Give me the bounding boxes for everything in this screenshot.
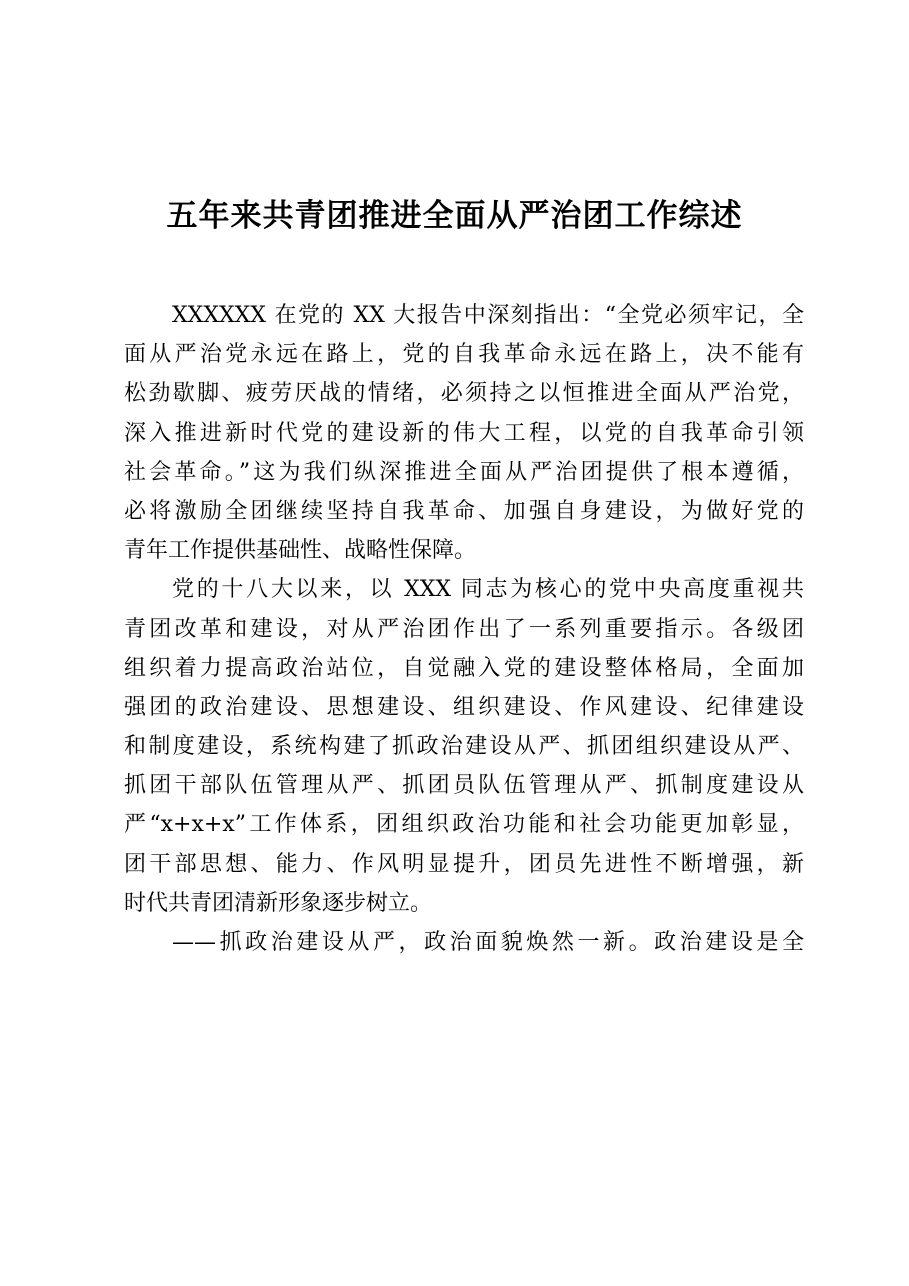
body-line: XXXXXX 在党的 XX 大报告中深刻指出：“全党必须牢记，全 bbox=[172, 303, 804, 328]
document-body bbox=[124, 296, 804, 962]
body-line: 抓团干部队伍管理从严、抓团员队伍管理从严、抓制度建设从 bbox=[124, 773, 804, 799]
document-title: 五年来共青团推进全面从严治团工作综述 bbox=[166, 198, 743, 234]
body-line: 严“x+x+x”工作体系，团组织政治功能和社会功能更加彰显， bbox=[124, 812, 804, 838]
body-line: 时代共青团清新形象逐步树立。 bbox=[124, 890, 433, 916]
body-line: 党的十八大以来，以 XXX 同志为核心的党中央高度重视共 bbox=[172, 577, 804, 603]
body-line: 深入推进新时代党的建设新的伟大工程，以党的自我革命引领 bbox=[124, 420, 804, 446]
body-line: 强团的政治建设、思想建设、组织建设、作风建设、纪律建设 bbox=[124, 694, 804, 720]
body-line: 松劲歇脚、疲劳厌战的情绪，必须持之以恒推进全面从严治党， bbox=[124, 381, 804, 407]
body-line: 青团改革和建设，对从严治团作出了一系列重要指示。各级团 bbox=[124, 616, 804, 642]
body-line: 组织着力提高政治站位，自觉融入党的建设整体格局，全面加 bbox=[124, 655, 804, 681]
body-line: 必将激励全团继续坚持自我革命、加强自身建设，为做好党的 bbox=[124, 498, 804, 524]
body-line: ——抓政治建设从严，政治面貌焕然一新。政治建设是全 bbox=[172, 930, 804, 955]
body-line: 面从严治党永远在路上，党的自我革命永远在路上，决不能有 bbox=[124, 342, 804, 368]
body-line: 和制度建设，系统构建了抓政治建设从严、抓团组织建设从严、 bbox=[124, 734, 804, 760]
body-line: 社会革命。”这为我们纵深推进全面从严治团提供了根本遵循， bbox=[124, 459, 804, 485]
body-line: 团干部思想、能力、作风明显提升，团员先进性不断增强，新 bbox=[124, 851, 804, 877]
body-line: 青年工作提供基础性、战略性保障。 bbox=[124, 538, 477, 564]
